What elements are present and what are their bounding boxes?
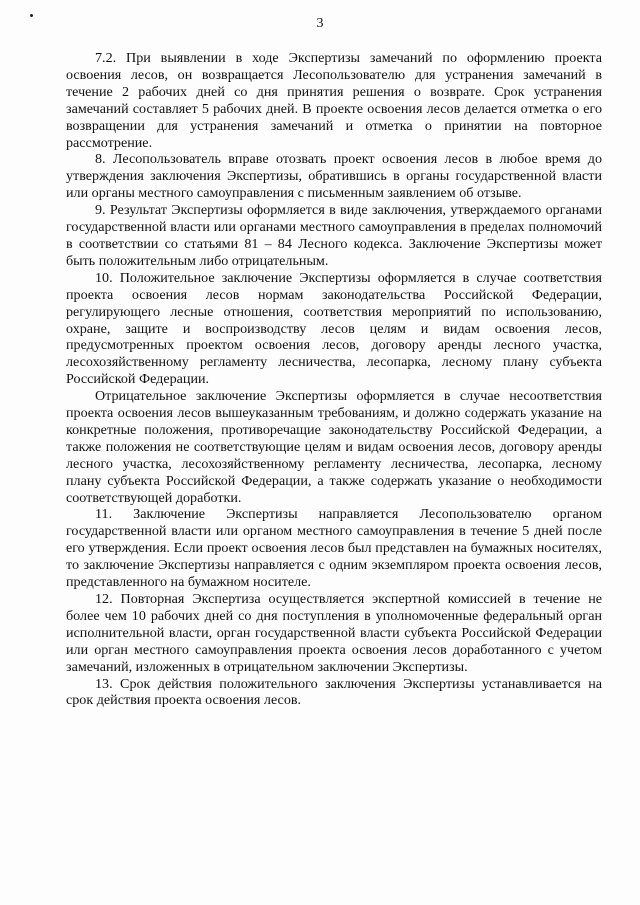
paragraph-8: 8. Лесопользователь вправе отозвать проект освоения лесов в любое время до утверждения заключения Экспертизы, обратившись в органы государственной власти или органы местного самоуправления с письменным заявлением об отзыве.	[66, 151, 602, 202]
document-body	[66, 50, 602, 709]
paragraph-10: 10. Положительное заключение Экспертизы оформляется в случае соответствия проекта освоения лесов нормам законодательства Российской Федерации, регулирующего лесные отношения, соответствия мероприятий по использованию, охране, защите и воспроизводству лесов целям и видам освоения лесов, предусмотренных проектом освоения лесов, договору аренды лесного участка, лесохозяйственному регламенту лесничества, лесопарка, лесному плану субъекта Российской Федерации.	[66, 269, 602, 388]
paragraph-7-2: 7.2. При выявлении в ходе Экспертизы замечаний по оформлению проекта освоения лесов, он возвращается Лесопользователю для устранения замечаний в течение 2 рабочих дней со дня принятия решения о возврате. Срок устранения замечаний составляет 5 рабочих дней. В проекте освоения лесов делается отметка о его возвращении для устранения замечаний и отметка о принятии на повторное рассмотрение.	[66, 50, 602, 151]
paragraph-12: 12. Повторная Экспертиза осуществляется экспертной комиссией в течение не более чем 10 рабочих дней со дня поступления в уполномоченные федеральный орган исполнительной власти, орган государственной власти субъекта Российской Федерации или орган местного самоуправления проекта освоения лесов доработанного с учетом замечаний, изложенных в отрицательном заключении Экспертизы.	[66, 591, 602, 675]
paragraph-10-negative: Отрицательное заключение Экспертизы оформляется в случае несоответствия проекта освоения лесов вышеуказанным требованиям, и должно содержать указание на конкретные положения, противоречащие законодательству Российской Федерации, а также положения не соответствующие целям и видам освоения лесов, договору аренды лесного участка, лесохозяйственному регламенту лесничества, лесопарка, лесному плану субъекта Российской Федерации, а также содержать указание о необходимости соответствующей доработки.	[66, 388, 602, 506]
paragraph-13: 13. Срок действия положительного заключения Экспертизы устанавливается на срок действия проекта освоения лесов.	[66, 675, 602, 709]
page-number: 3	[316, 16, 324, 31]
paragraph-11: 11. Заключение Экспертизы направляется Лесопользователю органом государственной власти или органом местного самоуправления в течение 5 дней после его утверждения. Если проект освоения лесов был представлен на бумажных носителях, то заключение Экспертизы направляется с одним экземпляром проекта освоения лесов, представленного на бумажном носителе.	[66, 506, 602, 591]
paragraph-9: 9. Результат Экспертизы оформляется в виде заключения, утверждаемого органами государственной власти или органами местного самоуправления в пределах полномочий в соответствии со статьями 81 – 84 Лесного кодекса. Заключение Экспертизы может быть положительным либо отрицательным.	[66, 202, 602, 269]
